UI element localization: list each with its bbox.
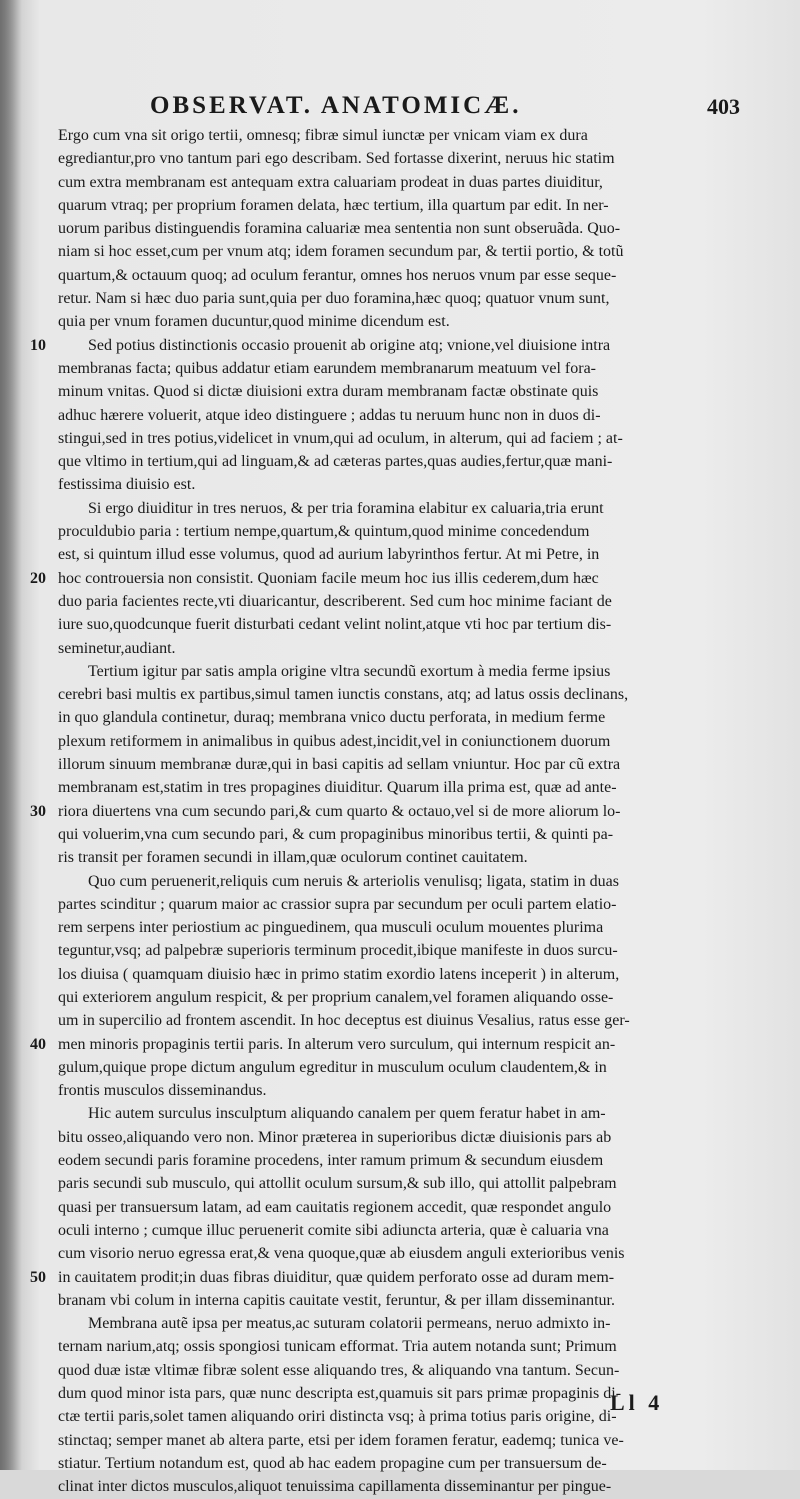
line-text: ris transit per foramen secundi in illam,quæ oculorum continet cauitatem. [58, 849, 528, 867]
line-text: um in supercilio ad frontem ascendit. In hoc deceptus est diuinus Vesalius, ratus esse ger- [58, 1012, 630, 1030]
text-line [0, 986, 800, 1009]
text-line [0, 590, 800, 613]
text-line [0, 1266, 800, 1289]
text-line [0, 800, 800, 823]
text-line [0, 217, 800, 240]
line-text: egrediantur,pro vno tantum pari ego describam. Sed fortasse dixerint, neruus hic statim [58, 150, 615, 168]
line-text: qui exteriorem angulum respicit, & per proprium canalem,vel foramen aliquando osse- [58, 988, 614, 1006]
line-text: in cauitatem prodit;in duas fibras diuiditur, quæ quidem perforato osse ad duram mem- [58, 1268, 615, 1286]
line-text: stinctaq; semper manet ab altera parte, etsi per idem foramen feratur, eademq; tunica ve- [58, 1431, 624, 1449]
line-text: est, si quintum illud esse volumus, quod ad aurium labyrinthos fertur. At mi Petre, in [58, 546, 600, 564]
text-line [0, 1382, 800, 1405]
text-line [0, 1172, 800, 1195]
text-line [0, 240, 800, 263]
text-line [0, 683, 800, 706]
text-line [0, 776, 800, 799]
text-line [0, 497, 800, 520]
line-text: paris secundi sub musculo, qui attollit oculum sursum,& sub illo, qui attollit palpebram [58, 1175, 617, 1193]
text-line [0, 893, 800, 916]
line-text: frontis musculos disseminandus. [58, 1082, 267, 1100]
line-text: hoc controuersia non consistit. Quoniam facile meum hoc ius illis cederem,dum hæc [58, 569, 599, 587]
text-line [0, 1405, 800, 1428]
line-number-marker: 40 [30, 1035, 46, 1053]
line-text: Ergo cum vna sit origo tertii, omnesq; fibræ simul iunctæ per vnicam viam ex dura [58, 127, 588, 144]
line-text: ternam narium,atq; ossis spongiosi tunicam efformat. Tria autem notanda sunt; Primum [58, 1338, 617, 1356]
text-line [0, 1429, 800, 1452]
text-line [0, 1219, 800, 1242]
text-line [0, 357, 800, 380]
line-text: Quo cum peruenerit,reliquis cum neruis & arteriolis venulisq; ligata, statim in duas [88, 872, 619, 890]
line-text: gulum,quique prope dictum angulum egreditur in musculum oculum claudentem,& in [58, 1058, 607, 1076]
line-text: Membrana autẽ ipsa per meatus,ac suturam colatorii permeans, neruo admixto in- [88, 1315, 611, 1333]
text-line [0, 567, 800, 590]
line-text: festissima diuisio est. [58, 476, 196, 494]
text-line [0, 823, 800, 846]
line-text: quartum,& octauum quoq; ad oculum ferantur, omnes hos neruos vnum par esse seque- [58, 266, 617, 284]
text-line [0, 637, 800, 660]
line-text: qui voluerim,vna cum secundo pari, & cum propaginibus minoribus tertii, & quinti pa- [58, 825, 614, 843]
line-text: dum quod minor ista pars, quæ nunc descripta est,quamuis sit pars primæ propaginis di- [58, 1385, 622, 1403]
text-line [0, 753, 800, 776]
text-line [0, 334, 800, 357]
text-line [0, 1335, 800, 1358]
text-line [0, 1196, 800, 1219]
line-text: membranam est,statim in tres propagines diuiditur. Quarum illa prima est, quæ ad ante- [58, 779, 617, 797]
line-text: Si ergo diuiditur in tres neruos, & per tria foramina elabitur ex caluaria,tria erunt [88, 499, 604, 517]
text-line [0, 520, 800, 543]
text-line [0, 1102, 800, 1125]
text-line [0, 1126, 800, 1149]
line-text: eodem secundi paris foramine procedens, inter ramum primum & secundum eiusdem [58, 1152, 604, 1170]
line-text: partes scinditur ; quarum maior ac crassior supra par secundum per oculi partem elatio- [58, 895, 617, 913]
line-text: iure suo,quodcunque fuerit disturbati cedant velint nolint,atque vti hoc par tertium dis- [58, 616, 612, 634]
line-text: quia per vnum foramen ducuntur,quod minime dicendum est. [58, 313, 450, 331]
text-line [0, 939, 800, 962]
line-text: Tertium igitur par satis ampla origine vltra secundũ exortum à media ferme ipsius [88, 662, 611, 680]
line-text: teguntur,vsq; ad palpebræ superioris terminum procedit,ibique manifeste in duos surcu- [58, 942, 618, 960]
line-text: Hic autem surculus insculptum aliquando canalem per quem feratur habet in am- [88, 1105, 606, 1123]
text-line [0, 660, 800, 683]
text-line [0, 310, 800, 333]
body-text [0, 124, 800, 1499]
text-line [0, 147, 800, 170]
text-line [0, 613, 800, 636]
text-line [0, 870, 800, 893]
line-text: in quo glandula continetur, duraq; membrana vnico ductu perforata, in medium ferme [58, 709, 606, 727]
line-number-marker: 50 [30, 1268, 46, 1286]
text-line [0, 543, 800, 566]
line-number-marker: 10 [30, 336, 46, 354]
line-text: quarum vtraq; per proprium foramen delata, hæc tertium, illa quartum par edit. In ner- [58, 196, 609, 214]
text-line [0, 1009, 800, 1032]
line-text: que vltimo in tertium,qui ad linguam,& ad cæteras partes,quas audies,fertur,quæ mani- [58, 453, 613, 471]
line-text: illorum sinuum membranæ duræ,qui in basi capitis ad sellam vniuntur. Hoc par cũ extra [58, 756, 621, 774]
line-text: adhuc hærere voluerit, atque ideo distinguere ; addas tu neruum hunc non in duos di- [58, 406, 601, 424]
text-line [0, 473, 800, 496]
line-text: rem serpens inter periostium ac pinguedinem, qua musculi oculum mouentes plurima [58, 919, 604, 937]
text-line [0, 427, 800, 450]
line-text: quasi per transuersum latam, ad eam cauitatis regionem accedit, quæ respondet angulo [58, 1198, 612, 1216]
text-line [0, 404, 800, 427]
text-line [0, 706, 800, 729]
line-text: minum vnitas. Quod si dictæ diuisioni extra duram membranam factæ obstinate quis [58, 383, 599, 401]
text-line [0, 264, 800, 287]
text-line [0, 1359, 800, 1382]
line-text: niam si hoc esset,cum per vnum atq; idem foramen secundum par, & tertii portio, & totũ [58, 243, 624, 261]
text-line [0, 380, 800, 403]
line-text: riora diuertens vna cum secundo pari,& cum quarto & octauo,vel si de more aliorum lo- [58, 802, 621, 820]
line-text: los diuisa ( quamquam diuisio hæc in primo statim exordio latens inceperit ) in alterum, [58, 965, 620, 983]
line-text: cerebri basi multis ex partibus,simul tamen iunctis constans, atq; ad latus ossis declinans, [58, 686, 629, 704]
line-text: stiatur. Tertium notandum est, quod ab hac eadem propagine cum per transuersum de- [58, 1454, 607, 1472]
signature-mark: Ll 4 [610, 1390, 664, 1415]
line-text: proculdubio paria : tertium nempe,quartum,& quintum,quod minime concedendum [58, 523, 590, 541]
line-text: men minoris propaginis tertii paris. In alterum vero surculum, qui internum respicit an- [58, 1035, 616, 1053]
line-text: clinat inter dictos musculos,aliquot tenuissima capillamenta disseminantur per pingue- [58, 1478, 612, 1496]
text-line [0, 1452, 800, 1475]
line-text: retur. Nam si hæc duo paria sunt,quia per duo foramina,hæc quoq; quatuor vnum sunt, [58, 290, 610, 308]
text-line [0, 1312, 800, 1335]
line-text: uorum paribus distinguendis foramina caluariæ mea sententia non sunt obseruãda. Quo- [58, 220, 621, 238]
line-number-marker: 20 [30, 569, 46, 587]
text-line [0, 846, 800, 869]
text-line [0, 1242, 800, 1265]
text-line [0, 1289, 800, 1312]
text-line [0, 1056, 800, 1079]
line-text: duo paria facientes recte,vti diuaricantur, describerent. Sed cum hoc minime faciant de [58, 592, 612, 610]
text-line [0, 1079, 800, 1102]
text-line [0, 450, 800, 473]
line-text: cum extra membranam est antequam extra caluariam prodeat in duas partes diuiditur, [58, 173, 603, 191]
text-line [0, 287, 800, 310]
text-line [0, 1149, 800, 1172]
line-text: seminetur,audiant. [58, 639, 176, 657]
line-text: membranas facta; quibus addatur etiam earundem membranarum meatuum vel fora- [58, 359, 597, 377]
text-line [0, 1033, 800, 1056]
line-text: branam vbi colum in interna capitis cauitate vestit, feruntur, & per illam disseminantur. [58, 1291, 615, 1309]
line-text: stingui,sed in tres potius,videlicet in vnum,qui ad oculum, in alterum, qui ad faciem ; at- [58, 429, 623, 447]
line-text: Sed potius distinctionis occasio prouenit ab origine atq; vnione,vel diuisione intra [88, 336, 611, 354]
text-line [0, 730, 800, 753]
line-text: cum visorio neruo egressa erat,& vena quoque,quæ ab eiusdem anguli exterioribus venis [58, 1245, 625, 1263]
text-line [0, 124, 800, 147]
line-text: bitu osseo,aliquando vero non. Minor præterea in superioribus dictæ diuisionis pars ab [58, 1128, 612, 1146]
line-text: quod duæ istæ vltimæ fibræ solent esse aliquando tres, & aliquando vna tantum. Secun- [58, 1361, 620, 1379]
page-number: 403 [707, 94, 740, 119]
page-header [120, 92, 740, 124]
text-line [0, 1475, 800, 1498]
line-text: ctæ tertii paris,solet tamen aliquando oriri distincta vsq; à prima totius paris origine, di- [58, 1408, 617, 1426]
line-number-marker: 30 [30, 802, 46, 820]
text-line [0, 171, 800, 194]
text-line [0, 916, 800, 939]
line-text: plexum retiformem in animalibus in quibus adest,incidit,vel in coniunctionem duorum [58, 732, 611, 750]
line-text: oculi interno ; cumque illuc peruenerit comite sibi adiuncta arteria, quæ è caluaria vna [58, 1221, 609, 1239]
text-line [0, 963, 800, 986]
running-head: OBSERVAT. ANATOMICÆ. [150, 92, 522, 119]
text-line [0, 194, 800, 217]
